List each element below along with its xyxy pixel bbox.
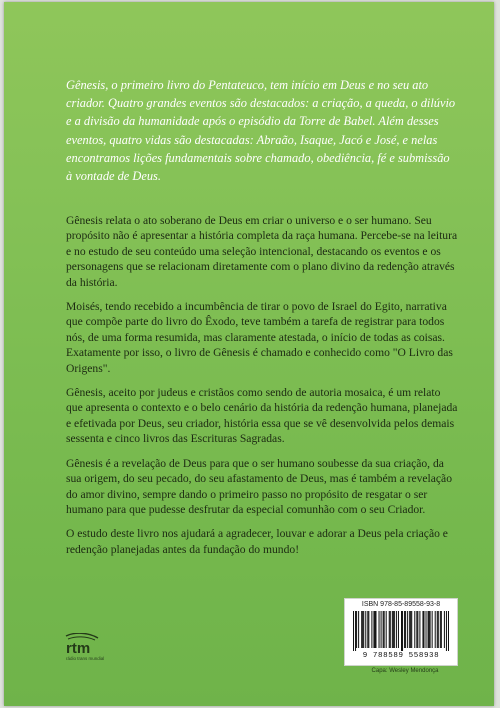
synopsis-paragraph-3: Gênesis, aceito por judeus e cristãos como sendo de autoria mosaica, é um relato que apresenta o contexto e o belo cenário da história da redenção humana, planejada e efetivada por Deus, seu criador, história essa que se vê desenvolvida pelos demais sessenta e cinco livros das Escrituras Sagradas.	[66, 386, 458, 446]
barcode-bar	[396, 611, 397, 648]
synopsis-paragraph-4: Gênesis é a revelação de Deus para que o ser humano soubesse da sua criação, da sua origem, do seu pecado, do seu afastamento de Deus, mas é também a revelação do amor divino, sempre dando o primeiro passo no propósito de resgatar o ser humano para que pudesse desfrutar da especial comunhão com o seu Criador.	[66, 456, 452, 516]
barcode-bar	[355, 611, 356, 651]
barcode-bar	[356, 611, 357, 648]
barcode-bar	[398, 611, 399, 648]
barcode-bar	[404, 611, 405, 648]
cover-credit: Capa: Wesley Mendonça	[371, 668, 439, 674]
barcode-bar	[416, 611, 417, 648]
synopsis-body	[66, 213, 458, 566]
barcode-bar	[405, 611, 406, 648]
intro-italic-text: Gênesis, o primeiro livro do Pentateuco, tem início em Deus e no seu ato criador. Quatro grandes eventos são destacados: a criação, a queda, o dilúvio e a divisão da humanidade após o episódio da Torre de Babel. Além desses eventos, quatro vidas são destacadas: Abraão, Isaque, Jacó e José, e nelas encontramos lições fundamentais sobre chamado, obediência, fé e submissão à vontade de Deus.	[66, 78, 456, 184]
logo-wordmark: rtm	[66, 640, 91, 655]
logo-subtitle: rádio trans mundial	[66, 656, 105, 661]
rtm-logo-icon	[64, 633, 100, 655]
back-cover	[4, 2, 494, 706]
barcode-bar	[410, 611, 411, 648]
barcode-bar	[389, 611, 390, 648]
barcode-bar	[367, 611, 368, 648]
barcode-bar	[435, 611, 436, 648]
barcode-bar	[379, 611, 380, 648]
barcode-bar	[386, 611, 387, 648]
barcode-bar	[358, 611, 359, 648]
barcode-bar	[419, 611, 420, 648]
barcode-bar	[444, 611, 445, 648]
barcode-bar	[429, 611, 430, 648]
barcode-bar	[409, 611, 410, 648]
barcode-bar	[381, 611, 382, 648]
barcode-bar	[393, 611, 394, 648]
barcode-bar	[361, 611, 362, 648]
barcode-bar	[426, 611, 427, 648]
barcode-bar	[448, 611, 449, 651]
barcode-bars	[353, 611, 449, 651]
barcode-bar	[407, 611, 408, 648]
barcode-bar	[414, 611, 415, 648]
barcode-bar	[438, 611, 439, 648]
barcode-bar	[428, 611, 429, 648]
barcode-bar	[383, 611, 384, 648]
isbn-label: ISBN 978-85-89558-93-8	[361, 601, 441, 608]
barcode-bar	[374, 611, 375, 648]
synopsis-paragraph-5: O estudo deste livro nos ajudará a agradecer, louvar e adorar a Deus pela criação e redenção planejadas antes da fundação do mundo!	[66, 527, 448, 556]
synopsis-paragraph-2: Moisés, tendo recebido a incumbência de tirar o povo de Israel do Egito, narrativa que compõe parte do livro do Êxodo, teve também a tarefa de registrar para todos nós, de uma forma resumida, mas claramente atestada, o início de todas as coisas. Exatamente por isso, o livro de Gênesis é chamado e conhecido como "O Livro das Origens".	[66, 300, 453, 375]
barcode-bar	[362, 611, 363, 648]
barcode-bar	[430, 611, 431, 648]
barcode-bar	[373, 611, 374, 648]
barcode-bar	[363, 611, 364, 648]
barcode-bar	[441, 611, 442, 648]
barcode-bar	[422, 611, 423, 648]
barcode-bar	[432, 611, 433, 648]
barcode-bar	[371, 611, 372, 648]
barcode-bar	[365, 611, 366, 648]
barcode-bar	[423, 611, 424, 648]
isbn-barcode	[344, 598, 458, 666]
barcode-bar	[417, 611, 418, 648]
barcode-bar	[392, 611, 393, 648]
synopsis-paragraph-1: Gênesis relata o ato soberano de Deus em criar o universo e o ser humano. Seu propósito não é apresentar a história completa da raça humana. Percebe-se na leitura e no estudo de seu conteúdo uma seleção intencional, destacando os eventos e os personagens que se relacionam diretamente com o plano divino da redenção através da história.	[66, 214, 458, 289]
barcode-bar	[437, 611, 438, 648]
barcode-bar	[353, 611, 354, 651]
publisher-logo	[64, 633, 124, 661]
barcode-bar	[411, 611, 412, 648]
barcode-bar	[402, 611, 403, 651]
barcode-bar	[401, 611, 402, 651]
barcode-bar	[394, 611, 395, 648]
barcode-bar	[368, 611, 369, 648]
barcode-bar	[375, 611, 376, 648]
barcode-bar	[446, 611, 447, 651]
barcode-bar	[390, 611, 391, 648]
isbn-digits: 9 788589 558938	[362, 652, 440, 660]
barcode-bar	[440, 611, 441, 648]
barcode-bar	[384, 611, 385, 648]
